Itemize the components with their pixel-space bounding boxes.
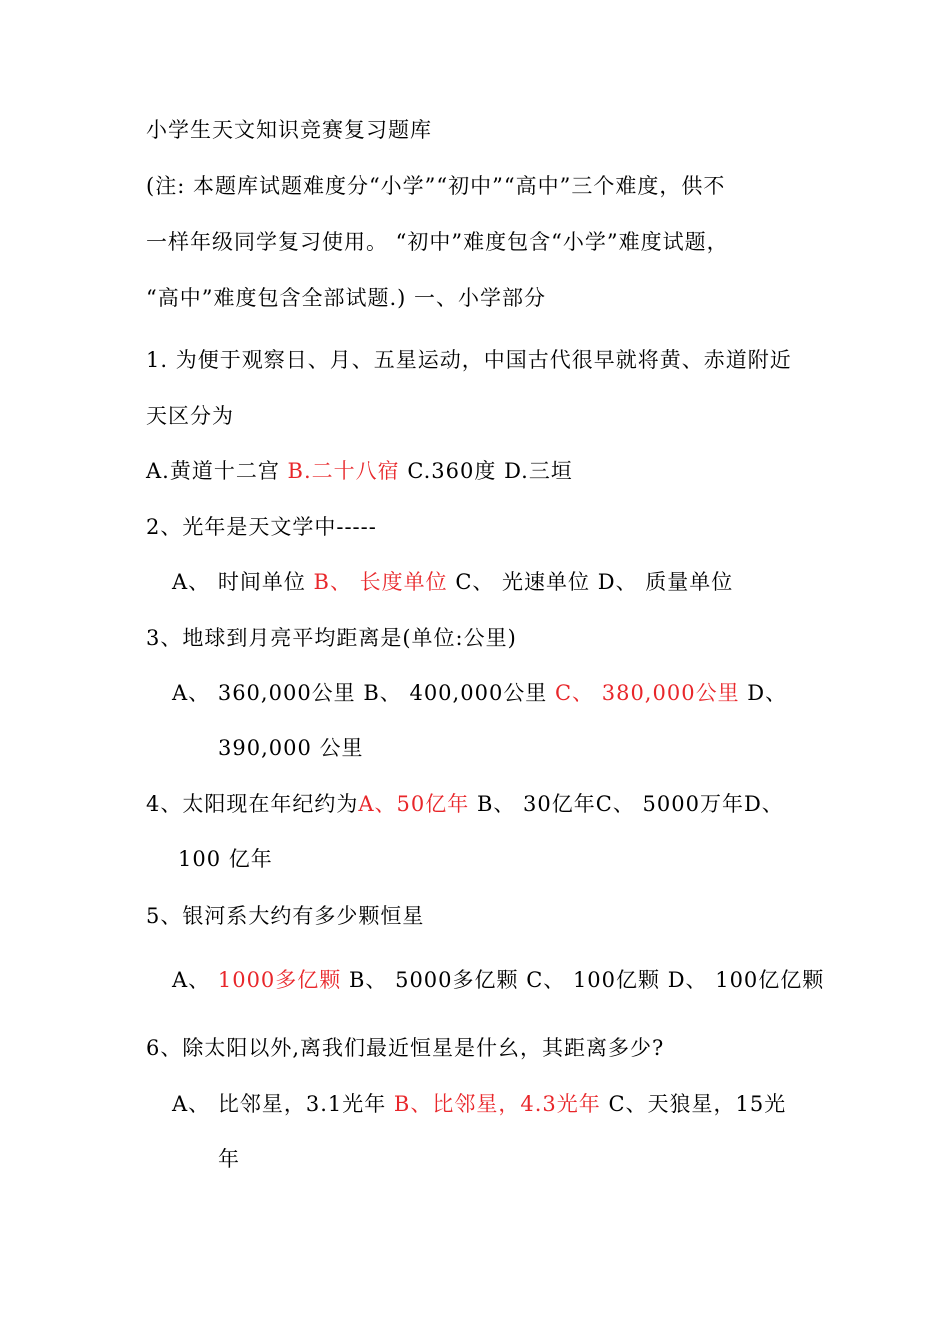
option-text: C、天狼星，15光 xyxy=(600,1092,787,1116)
question-stem: 6、除太阳以外,离我们最近恒星是什幺，其距离多少? xyxy=(146,1036,665,1060)
option-text: B、 5000多亿颗 C、 100亿颗 D、 100亿亿颗 xyxy=(341,968,825,992)
option-text: A、 xyxy=(172,968,218,992)
option-text: A.黄道十二宫 xyxy=(146,459,288,483)
document-title: 小学生天文知识竞赛复习题库 xyxy=(146,118,432,142)
option-text: C、 光速单位 D、 质量单位 xyxy=(447,570,734,594)
question-stem: 2、光年是天文学中----- xyxy=(146,515,377,539)
question-stem: 1. 为便于观察日、月、五星运动，中国古代很早就将黄、赤道附近 xyxy=(146,348,792,372)
option-text: B、 30亿年C、 5000万年D、 xyxy=(469,792,784,816)
correct-answer: B、 长度单位 xyxy=(313,570,448,594)
option-continuation: 年 xyxy=(218,1147,240,1171)
question-options xyxy=(172,966,824,994)
question-options xyxy=(146,457,573,485)
question-options xyxy=(172,1090,786,1118)
option-text: C.360度 D.三垣 xyxy=(399,459,573,483)
option-text: A、 比邻星，3.1光年 xyxy=(172,1092,394,1116)
question-stem: 3、地球到月亮平均距离是(单位:公里) xyxy=(146,626,517,650)
note-line: 一样年级同学复习使用。 “初中”难度包含“小学”难度试题， xyxy=(146,230,729,254)
option-text: A、 360,000公里 B、 400,000公里 xyxy=(172,681,555,705)
option-text: D、 xyxy=(739,681,788,705)
question-options xyxy=(146,790,784,818)
note-line: “高中”难度包含全部试题.) 一、小学部分 xyxy=(146,286,547,310)
question-stem: 天区分为 xyxy=(146,404,234,428)
question-stem: 4、太阳现在年纪约为 xyxy=(146,792,359,816)
option-continuation: 390,000 公里 xyxy=(218,736,364,760)
correct-answer: B.二十八宿 xyxy=(287,459,400,483)
note-line: (注: 本题库试题难度分“小学”“初中”“高中”三个难度，供不 xyxy=(146,174,726,198)
option-text: A、 时间单位 xyxy=(172,570,314,594)
question-options xyxy=(172,568,733,596)
correct-answer: B、比邻星，4.3光年 xyxy=(393,1092,601,1116)
question-options xyxy=(172,679,787,707)
option-continuation: 100 亿年 xyxy=(178,847,273,871)
question-stem: 5、银河系大约有多少颗恒星 xyxy=(146,904,425,928)
correct-answer: A、50亿年 xyxy=(358,792,470,816)
correct-answer: 1000多亿颗 xyxy=(217,968,342,992)
correct-answer: C、 380,000公里 xyxy=(554,681,740,705)
